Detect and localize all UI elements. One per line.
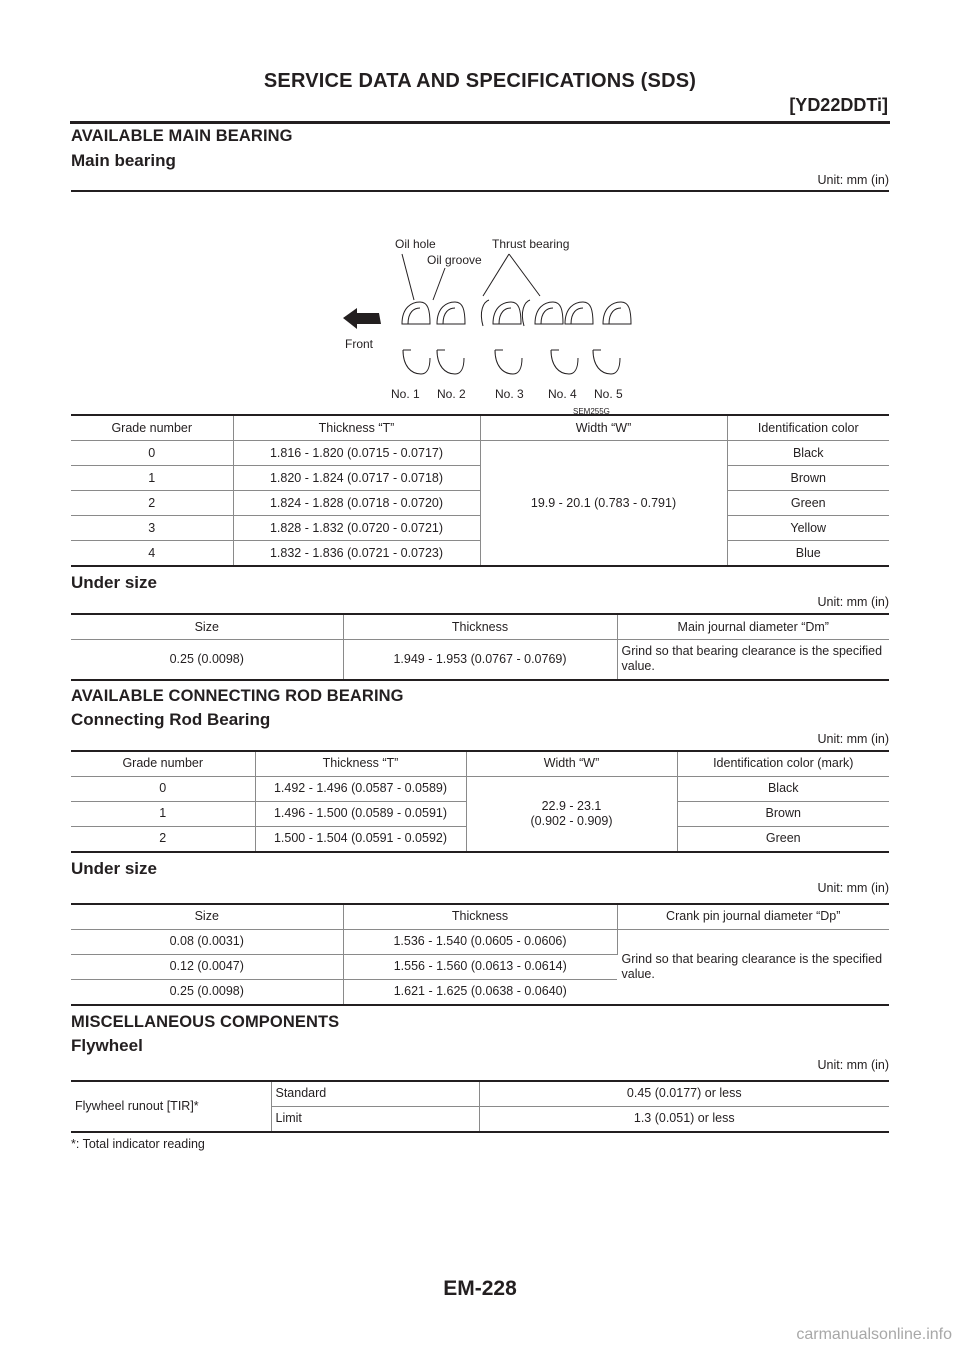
- thickness-cell: 1.816 - 1.820 (0.0715 - 0.0717): [233, 441, 480, 466]
- subtitle-conrod-undersize: Under size: [71, 858, 157, 878]
- header-cell: Thickness “T”: [255, 751, 466, 777]
- size-cell: 0.08 (0.0031): [71, 929, 343, 954]
- main-bearing-diagram: [335, 232, 695, 414]
- engine-model-label: [YD22DDTi]: [789, 95, 888, 115]
- subtitle-flywheel: Flywheel: [71, 1035, 143, 1055]
- subtitle-main-bearing: Main bearing: [71, 151, 176, 170]
- value-cell: 1.3 (0.051) or less: [479, 1106, 889, 1132]
- item-cell: Flywheel runout [TIR]*: [71, 1081, 271, 1132]
- main-bearing-table: [71, 414, 889, 567]
- thickness-cell: 1.556 - 1.560 (0.0613 - 0.0614): [343, 954, 617, 979]
- color-cell: Black: [677, 776, 889, 801]
- table-row: [71, 929, 889, 954]
- flywheel-table: [71, 1080, 889, 1133]
- thickness-cell: 1.536 - 1.540 (0.0605 - 0.0606): [343, 929, 617, 954]
- footnote: *: Total indicator reading: [71, 1136, 205, 1151]
- header-cell: Size: [71, 614, 343, 640]
- grade-cell: 4: [71, 541, 233, 567]
- header-cell: Width “W”: [466, 751, 677, 777]
- color-cell: Green: [727, 491, 889, 516]
- table-header-row: [71, 751, 889, 777]
- figure-code-label: SEM255G: [573, 407, 610, 414]
- width-cell: [466, 776, 677, 852]
- width-line: (0.902 - 0.909): [530, 813, 613, 828]
- color-cell: Yellow: [727, 516, 889, 541]
- subtitle-conrod-bearing: Connecting Rod Bearing: [71, 709, 271, 729]
- grade-cell: 0: [71, 776, 255, 801]
- thickness-cell: 1.824 - 1.828 (0.0718 - 0.0720): [233, 491, 480, 516]
- color-cell: Black: [727, 441, 889, 466]
- thickness-cell: 1.621 - 1.625 (0.0638 - 0.0640): [343, 979, 617, 1005]
- width-line: 22.9 - 23.1: [541, 798, 602, 813]
- bearing-no5-label: No. 5: [594, 387, 623, 401]
- header-cell: Width “W”: [480, 415, 727, 441]
- page-header-title: SERVICE DATA AND SPECIFICATIONS (SDS): [263, 70, 697, 92]
- header-cell: Thickness “T”: [233, 415, 480, 441]
- grade-cell: 0: [71, 441, 233, 466]
- watermark: carmanualsonline.info: [796, 1326, 952, 1343]
- diameter-cell: Grind so that bearing clearance is the specified value.: [617, 929, 889, 1005]
- subtitle-main-undersize: Under size: [71, 573, 157, 592]
- unit-label: Unit: mm (in): [817, 1057, 889, 1072]
- thickness-cell: 1.492 - 1.496 (0.0587 - 0.0589): [255, 776, 466, 801]
- unit-label: Unit: mm (in): [817, 595, 889, 609]
- bearing-no1-label: No. 1: [391, 387, 420, 401]
- color-cell: Brown: [677, 801, 889, 826]
- unit-label: Unit: mm (in): [817, 880, 889, 895]
- table-row: [71, 441, 889, 466]
- header-cell: Grade number: [71, 751, 255, 777]
- size-cell: 0.25 (0.0098): [71, 979, 343, 1005]
- size-cell: 0.12 (0.0047): [71, 954, 343, 979]
- section-title-misc: MISCELLANEOUS COMPONENTS: [71, 1012, 340, 1031]
- color-cell: Blue: [727, 541, 889, 567]
- width-cell: 19.9 - 20.1 (0.783 - 0.791): [480, 441, 727, 567]
- thickness-cell: 1.496 - 1.500 (0.0589 - 0.0591): [255, 801, 466, 826]
- page-content: [71, 126, 889, 1151]
- header-cell: Identification color (mark): [677, 751, 889, 777]
- main-bearing-figure: [71, 190, 889, 414]
- header-cell: Main journal diameter “Dm”: [617, 614, 889, 640]
- grade-cell: 1: [71, 801, 255, 826]
- header-cell: Size: [71, 904, 343, 930]
- page-number: EM-228: [443, 1277, 517, 1300]
- oil-hole-label: Oil hole: [395, 237, 436, 251]
- diameter-cell: Grind so that bearing clearance is the specified value.: [617, 640, 889, 680]
- color-cell: Green: [677, 826, 889, 852]
- grade-cell: 3: [71, 516, 233, 541]
- header-divider: [70, 121, 890, 124]
- thickness-cell: 1.820 - 1.824 (0.0717 - 0.0718): [233, 466, 480, 491]
- thrust-bearing-label: Thrust bearing: [492, 237, 570, 251]
- grade-cell: 1: [71, 466, 233, 491]
- table-row: [71, 640, 889, 680]
- header-cell: Crank pin journal diameter “Dp”: [617, 904, 889, 930]
- section-title-main-bearing: AVAILABLE MAIN BEARING: [71, 127, 293, 145]
- bearing-no4-label: No. 4: [548, 387, 577, 401]
- thickness-cell: 1.832 - 1.836 (0.0721 - 0.0723): [233, 541, 480, 567]
- table-header-row: [71, 614, 889, 640]
- label-cell: Limit: [271, 1106, 479, 1132]
- table-header-row: [71, 415, 889, 441]
- thickness-cell: 1.828 - 1.832 (0.0720 - 0.0721): [233, 516, 480, 541]
- oil-groove-label: Oil groove: [427, 253, 482, 267]
- table-row: [71, 776, 889, 801]
- table-header-row: [71, 904, 889, 930]
- unit-label: Unit: mm (in): [817, 173, 889, 187]
- front-label: Front: [345, 337, 374, 351]
- color-cell: Brown: [727, 466, 889, 491]
- thickness-cell: 1.949 - 1.953 (0.0767 - 0.0769): [343, 640, 617, 680]
- conrod-undersize-table: [71, 903, 889, 1006]
- header-cell: Identification color: [727, 415, 889, 441]
- header-cell: Thickness: [343, 614, 617, 640]
- table-row: [71, 1081, 889, 1107]
- value-cell: 0.45 (0.0177) or less: [479, 1081, 889, 1107]
- label-cell: Standard: [271, 1081, 479, 1107]
- bearing-no3-label: No. 3: [495, 387, 524, 401]
- header-cell: Grade number: [71, 415, 233, 441]
- header-cell: Thickness: [343, 904, 617, 930]
- conrod-bearing-table: [71, 750, 889, 853]
- grade-cell: 2: [71, 826, 255, 852]
- grade-cell: 2: [71, 491, 233, 516]
- front-arrow-icon: [343, 308, 381, 329]
- unit-label: Unit: mm (in): [817, 731, 889, 746]
- section-title-conrod-bearing: AVAILABLE CONNECTING ROD BEARING: [71, 686, 404, 705]
- size-cell: 0.25 (0.0098): [71, 640, 343, 680]
- bearing-no2-label: No. 2: [437, 387, 466, 401]
- main-undersize-table: [71, 613, 889, 681]
- thickness-cell: 1.500 - 1.504 (0.0591 - 0.0592): [255, 826, 466, 852]
